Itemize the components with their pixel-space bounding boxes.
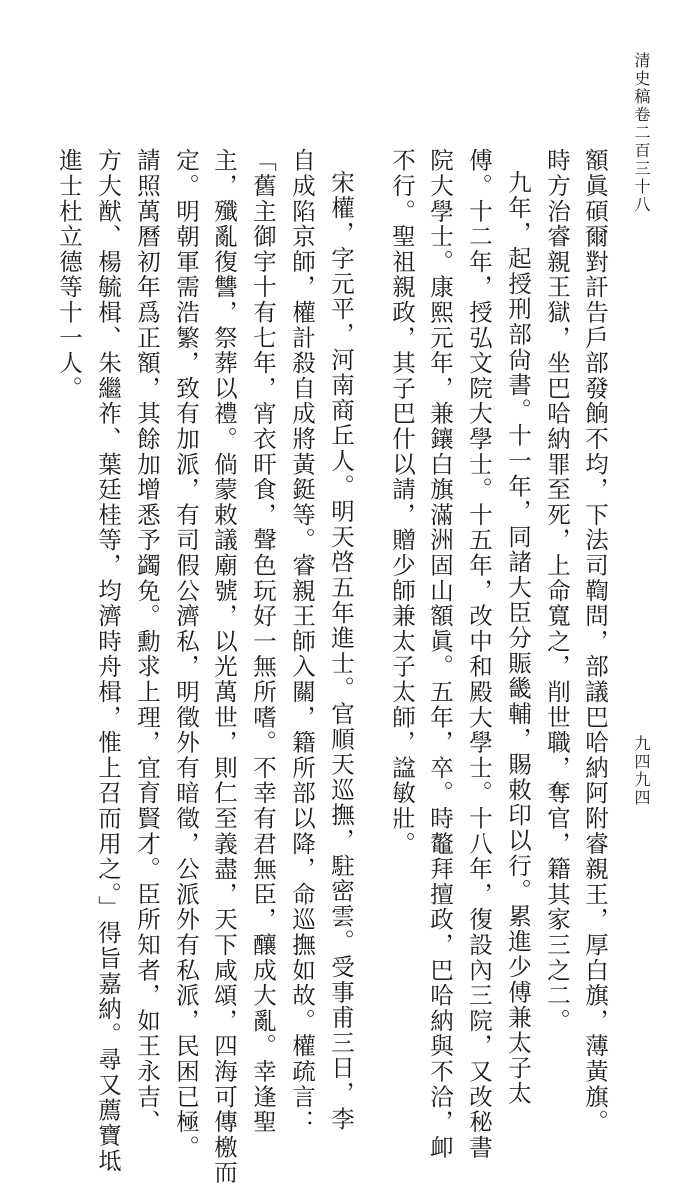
text-column-9: 「舊主御宇十有七年，宵衣旰食，聲色玩好一無所嗜。不幸有君無臣，釀成大亂。幸逢聖 <box>249 148 277 1135</box>
text-column-8: 自成陷京師，權計殺自成將黃鋌等。睿親王師入關，籍所部以降，命巡撫如故。權疏言： <box>288 148 316 1135</box>
text-column-4: 傅。十二年，授弘文院大學士。十五年，改中和殿大學士。十八年，復設內三院，又改秘書 <box>465 148 493 1160</box>
text-column-7: 宋權，字元平，河南商丘人。明天啓五年進士。官順天巡撫，駐密雲。受事甫三日，李 <box>327 170 355 1132</box>
page-number: 九四九四 <box>632 735 651 807</box>
text-column-11: 定。明朝軍需浩繁，致有加派，有司假公濟私，明徵外有暗徵，公派外有私派，民困已極。 <box>172 148 200 1160</box>
text-column-3: 九年，起授刑部尙書。十一年，同諸大臣分賑畿輔，賜敕印以行。累進少傅兼太子太 <box>504 170 532 1107</box>
text-column-10: 主，殲亂復讐，祭葬以禮。倘蒙敕議廟號，以光萬世，則仁至義盡，天下咸頌，四海可傳檄而 <box>210 148 238 1185</box>
text-column-12: 請照萬曆初年爲正額，其餘加增悉予蠲免。勳求上理，宜育賢才。臣所知者，如王永吉、 <box>133 148 161 1135</box>
text-column-5: 院大學士。康熙元年，兼鑲白旗滿洲固山額眞。五年，卒。時鼇拜擅政，巴哈納與不洽，卹 <box>426 148 454 1160</box>
text-column-1: 額眞碩爾對訐告戶部發餉不均，下法司鞫問，部議巴哈納阿附睿親王，厚白旗，薄黃旗。 <box>581 148 609 1135</box>
running-header-title: 清史稿卷二百三十八 <box>632 52 651 214</box>
text-column-6: 不行。聖祖親政，其子巴什以請，贈少師兼太子太師，諡敏壯。 <box>388 148 416 857</box>
text-column-2: 時方治睿親王獄，坐巴哈納罪至死，上命寬之，削世職，奪官，籍其家三之二。 <box>543 148 571 1034</box>
text-column-14: 進士杜立德等十一人。 <box>55 148 83 401</box>
text-column-13: 方大猷、楊毓楫、朱繼祚、葉廷桂等，均濟時舟楫，惟上召而用之。」得旨嘉納。尋又薦寶坻 <box>94 148 122 1174</box>
